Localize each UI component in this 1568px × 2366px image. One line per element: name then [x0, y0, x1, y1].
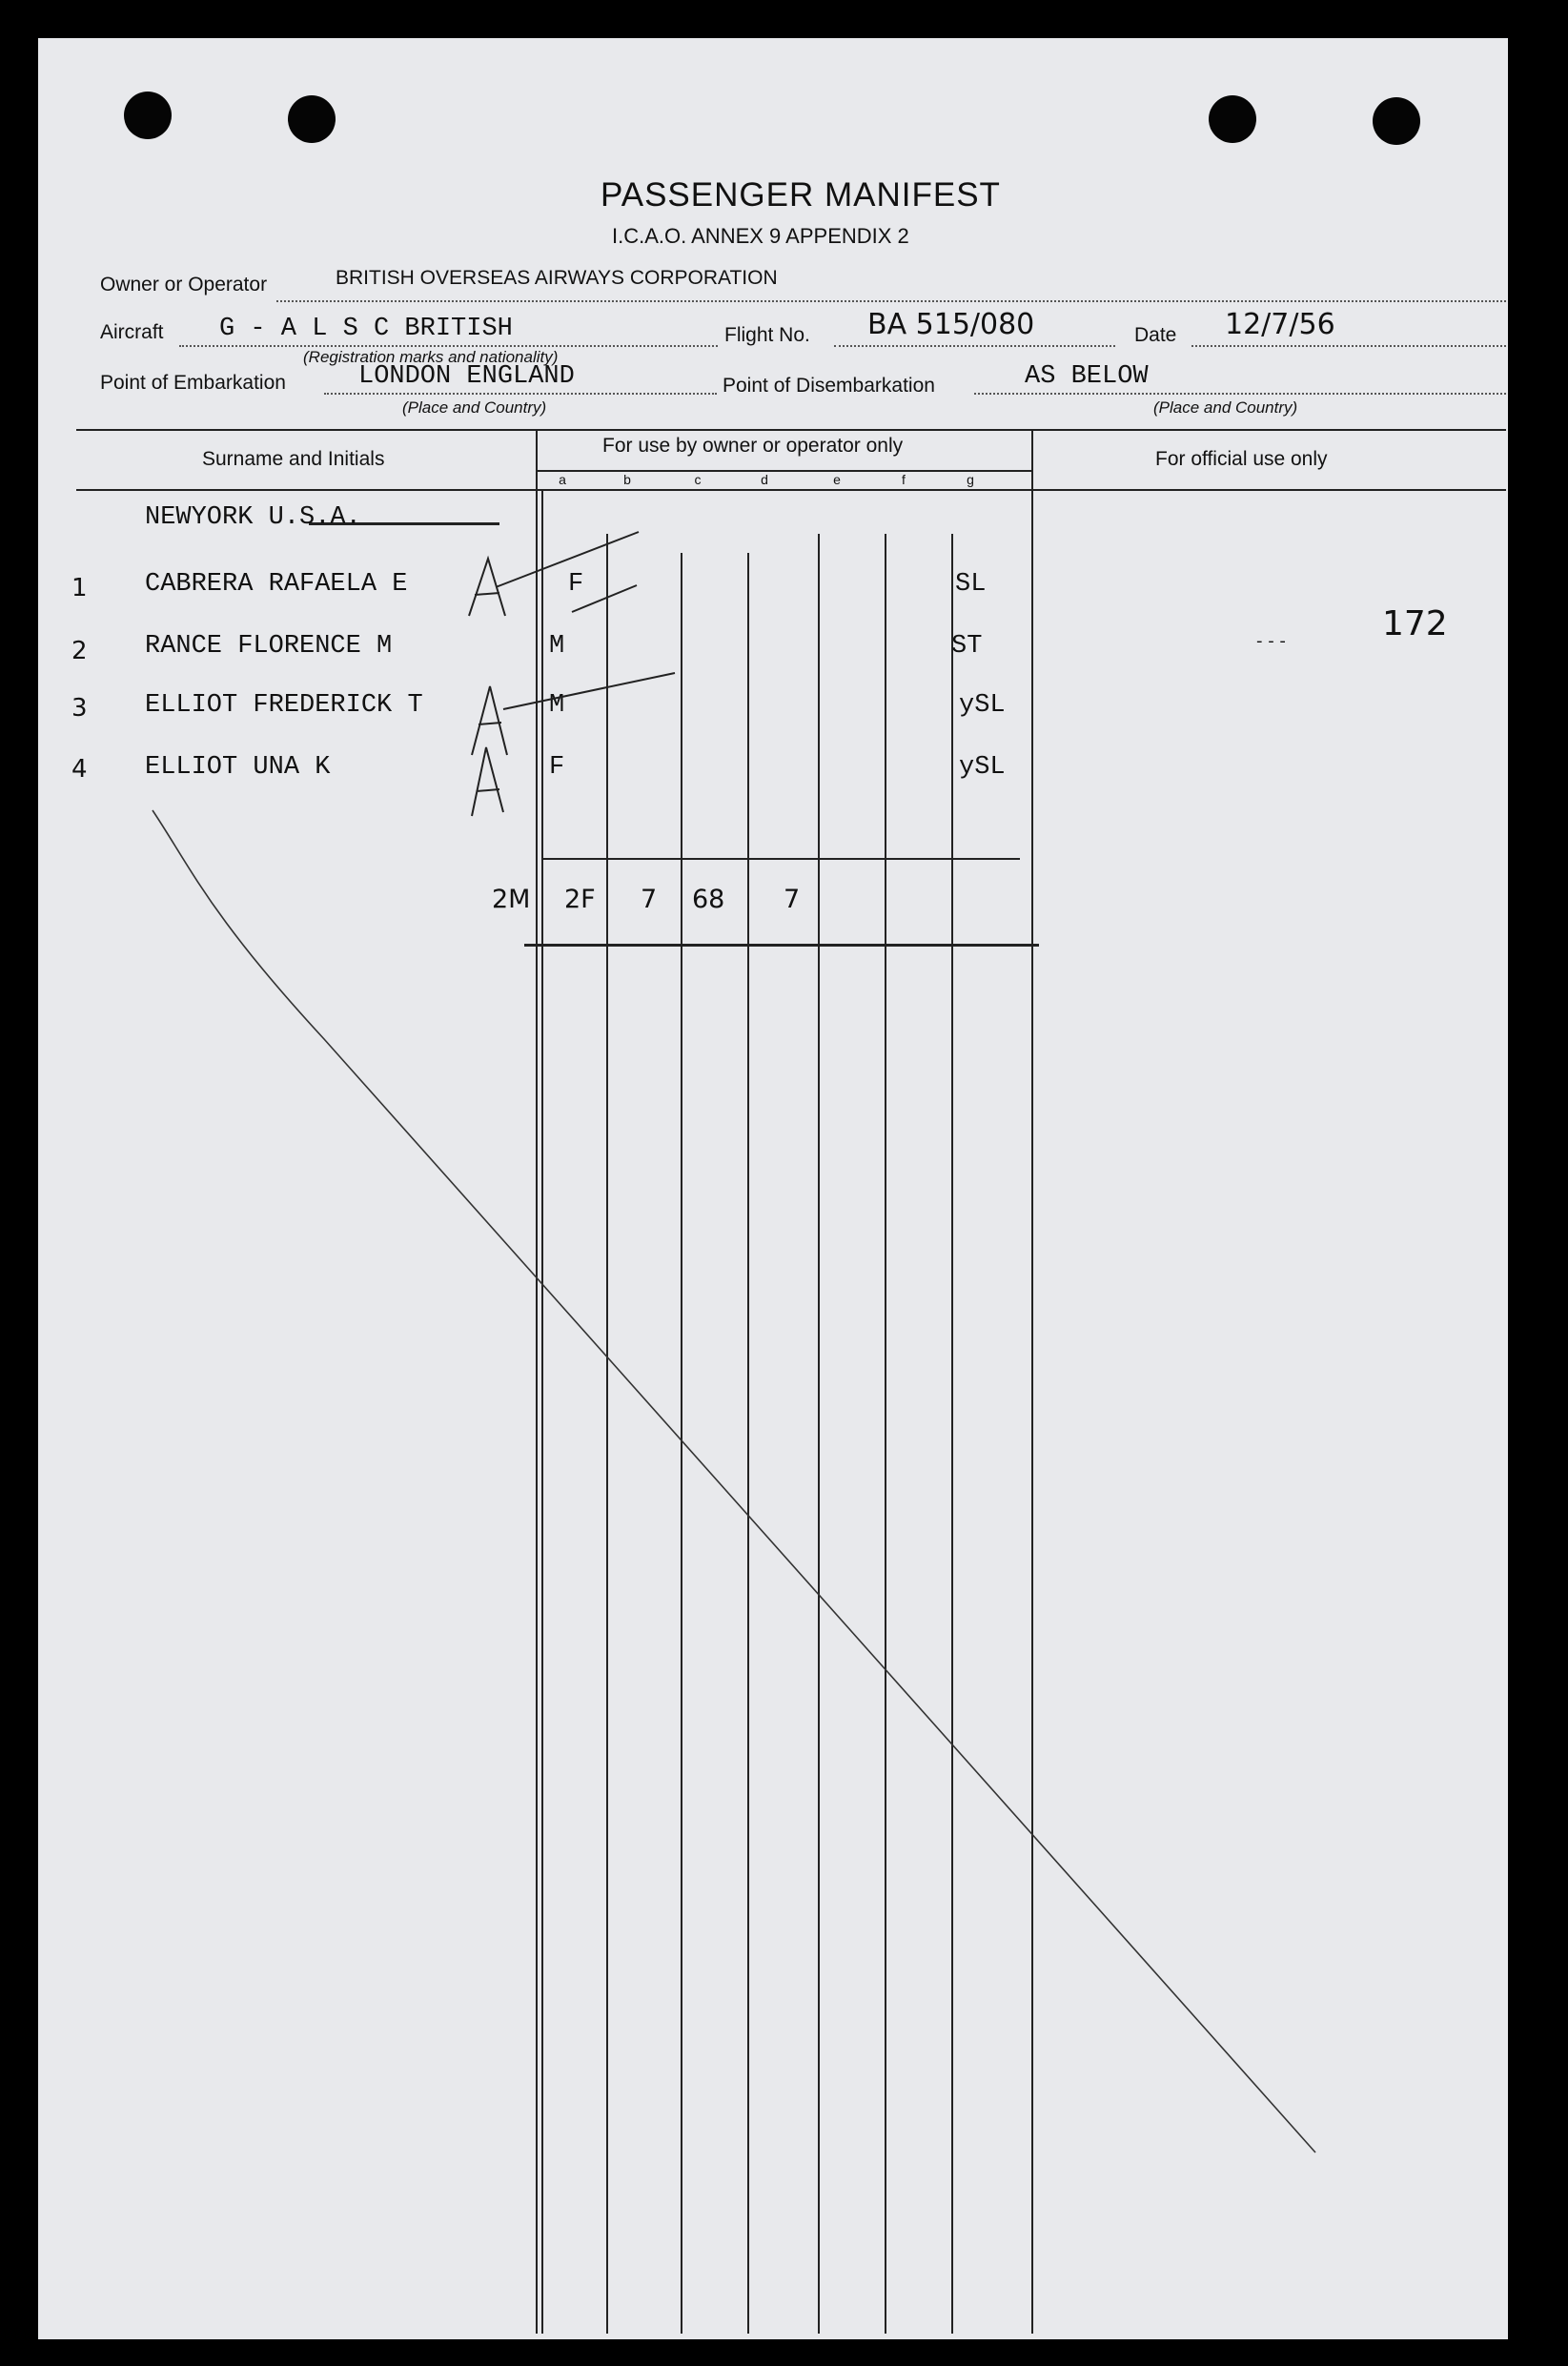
handwritten-a-mark [469, 532, 639, 616]
row-number: 2 [71, 637, 88, 665]
passenger-name: RANCE FLORENCE M [145, 632, 393, 661]
surname-header: Surname and Initials [202, 448, 385, 470]
col-g-value: SL [955, 570, 987, 599]
col-c-header: c [694, 472, 702, 487]
row-number: 1 [71, 574, 88, 602]
date-label: Date [1134, 324, 1177, 346]
total-m: 2M [492, 885, 531, 914]
official-dashes: - - - [1256, 631, 1286, 651]
disembarkation-note: (Place and Country) [1153, 398, 1298, 417]
disembarkation-value: AS BELOW [1025, 362, 1149, 391]
col-g-value: ST [951, 632, 983, 661]
handwritten-a-mark [472, 747, 503, 816]
total-b: 7 [641, 885, 658, 914]
col-a-value: M [549, 632, 565, 661]
embarkation-note: (Place and Country) [402, 398, 547, 417]
passenger-name: CABRERA RAFAELA E [145, 570, 408, 599]
aircraft-label: Aircraft [100, 321, 164, 343]
total-c: 68 [692, 885, 725, 914]
manifest-page [38, 38, 1508, 2339]
owner-label: Owner or Operator [100, 274, 268, 296]
handwritten-a-mark [472, 673, 675, 755]
official-number: 172 [1382, 604, 1448, 643]
row-number: 3 [71, 694, 88, 723]
col-a-header: a [559, 472, 566, 487]
passenger-name: ELLIOT FREDERICK T [145, 691, 423, 720]
col-a-value: M [549, 691, 565, 720]
col-g-value: ySL [959, 753, 1006, 782]
aircraft-note: (Registration marks and nationality) [303, 348, 559, 366]
diagonal-strike-line [153, 810, 1315, 2152]
col-f-header: f [902, 472, 906, 487]
owner-value: BRITISH OVERSEAS AIRWAYS CORPORATION [336, 267, 778, 289]
col-d-header: d [761, 472, 768, 487]
page-title: PASSENGER MANIFEST [601, 176, 1001, 214]
aircraft-value: G - A L S C BRITISH [219, 315, 513, 343]
col-g-header: g [967, 472, 974, 487]
destination-label: NEWYORK U.S.A. [145, 503, 361, 532]
total-a: 2F [564, 885, 596, 914]
passenger-name: ELLIOT UNA K [145, 753, 331, 782]
embarkation-value: LONDON ENGLAND [358, 362, 575, 391]
col-a-value: F [549, 753, 565, 782]
disembarkation-label: Point of Disembarkation [723, 375, 935, 397]
page-subtitle: I.C.A.O. ANNEX 9 APPENDIX 2 [612, 224, 909, 248]
total-d: 7 [784, 885, 801, 914]
row-number: 4 [71, 755, 88, 784]
owner-use-header: For use by owner or operator only [602, 435, 904, 457]
col-a-value: F [568, 570, 584, 599]
embarkation-label: Point of Embarkation [100, 372, 286, 394]
col-g-value: ySL [959, 691, 1006, 720]
flight-label: Flight No. [724, 324, 810, 346]
flight-value: BA 515/080 [867, 308, 1035, 341]
col-e-header: e [833, 472, 841, 487]
official-use-header: For official use only [1155, 448, 1328, 470]
handwritten-mark [572, 585, 637, 612]
col-b-header: b [623, 472, 631, 487]
date-value: 12/7/56 [1225, 308, 1335, 341]
handwritten-marks [38, 38, 1508, 2339]
